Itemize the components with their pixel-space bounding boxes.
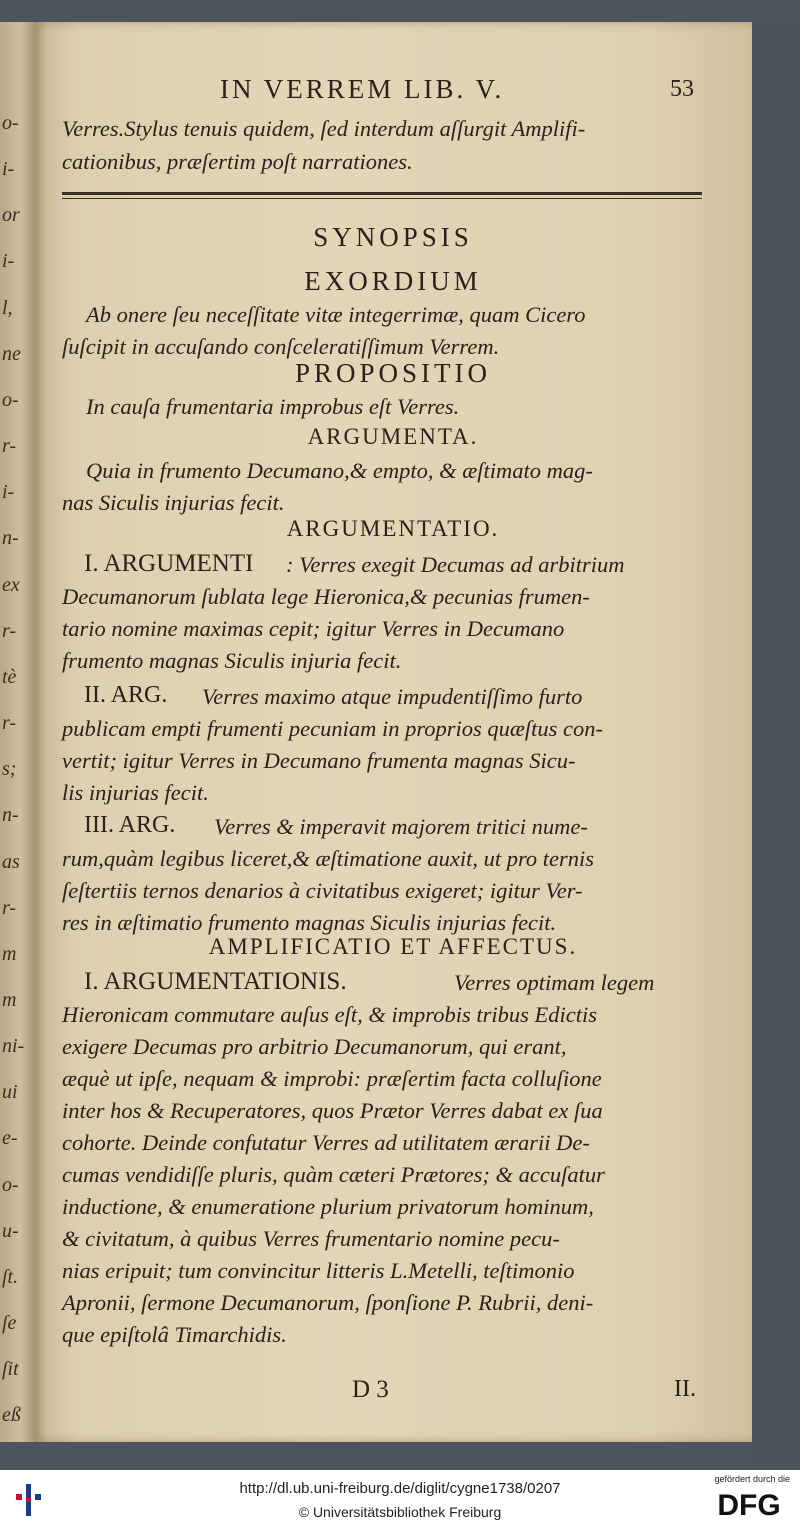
amplificatio-line: inductione, & enumeratione plurium privatorum hominum, — [62, 1194, 594, 1219]
prev-page-fragment: ex — [2, 573, 20, 596]
prev-page-fragment: m — [2, 942, 17, 965]
arg2-label: II. ARG. — [84, 682, 168, 708]
document-url-link[interactable]: http://dl.ub.uni-freiburg.de/diglit/cygne1738/0207 — [239, 1480, 561, 1497]
arg3-label: III. ARG. — [84, 812, 176, 838]
prev-page-fragment: i- — [2, 158, 15, 181]
argumentatio-heading: ARGUMENTATIO. — [286, 516, 500, 541]
amplificatio-line: Apronii, ſermone Decumanorum, ſponſione P. Rubrii, deni- — [62, 1290, 594, 1315]
exordium-heading: EXORDIUM — [304, 266, 482, 296]
propositio-line: In cauſa frumentaria improbus eſt Verres. — [86, 394, 460, 419]
prev-page-fragment: l, — [2, 296, 13, 319]
amplificatio-line: que epiſtolâ Timarchidis. — [62, 1322, 287, 1347]
amplificatio-line: nias eripuit; tum convincitur litteris L.Metelli, teſtimonio — [62, 1258, 575, 1283]
prev-page-fragment: ne — [2, 342, 21, 365]
prev-page-fragment: n- — [2, 804, 19, 827]
page-edge — [752, 22, 800, 1462]
prev-page-fragment: ui — [2, 1081, 18, 1104]
amplificatio-text: Verres optimam legem — [454, 970, 655, 995]
amplificatio-line: cumas vendidiſſe pluris, quàm cæteri Prætores; & accuſatur — [62, 1162, 605, 1187]
prev-page-fragment: o- — [2, 1173, 19, 1196]
amplificatio-line: Hieronicam commutare auſus eſt, & improbis tribus Edictis — [62, 1002, 597, 1027]
exordium-line: Ab onere ſeu neceſſitate vitæ integerrimæ, quam Cicero — [86, 302, 586, 327]
prev-page-fragment: ni- — [2, 1035, 25, 1058]
intro-line: cationibus, præſertim poſt narrationes. — [62, 149, 413, 174]
prev-page-fragment: i- — [2, 481, 15, 504]
prev-page-fragment: r- — [2, 896, 17, 919]
argumenta-line: Quia in frumento Decumano,& empto, & æſtimato mag- — [86, 458, 593, 483]
arg1-line: frumento magnas Siculis injuria fecit. — [62, 648, 402, 673]
prev-page-fragment: e- — [2, 1127, 18, 1150]
signature-mark: D 3 — [352, 1376, 389, 1403]
arg3-line: rum,quàm legibus liceret,& æſtimatione auxit, ut pro ternis — [62, 846, 595, 871]
amplificatio-line: & civitatum, à quibus Verres frumentario nomine pecu- — [62, 1226, 560, 1251]
previous-page-margin — [0, 22, 34, 1442]
arg1-label: I. ARGUMENTI — [84, 550, 254, 577]
synopsis-title: SYNOPSIS — [313, 222, 473, 252]
arg3-line: ſeſtertiis ternos denarios à civitatibus exigeret; igitur Ver- — [62, 878, 583, 903]
arg2-line: publicam empti frumenti pecuniam in proprios quæſtus con- — [62, 716, 603, 741]
arg2-text: Verres maximo atque impudentiſſimo furto — [202, 684, 583, 709]
prev-page-fragment: r- — [2, 435, 17, 458]
funded-by-text: gefördert durch die — [714, 1474, 790, 1484]
dfg-logo-icon[interactable] — [708, 1486, 790, 1520]
running-title: IN VERREM LIB. V. — [220, 74, 505, 104]
page-number: 53 — [670, 76, 694, 102]
prev-page-fragment: eß — [2, 1404, 21, 1427]
amplificatio-label: I. ARGUMENTATIONIS. — [84, 968, 347, 995]
arg1-line: tario nomine maximas cepit; igitur Verres in Decumano — [62, 616, 565, 641]
divider-rule — [62, 192, 702, 195]
amplificatio-heading: AMPLIFICATIO ET AFFECTUS. — [208, 934, 578, 959]
arg3-text: Verres & imperavit majorem tritici nume- — [214, 814, 588, 839]
divider-rule — [62, 198, 702, 199]
arg1-line: Decumanorum ſublata lege Hieronica,& pecunias frumen- — [62, 584, 590, 609]
prev-page-fragment: tè — [2, 665, 17, 688]
arg2-line: lis injurias fecit. — [62, 780, 209, 805]
prev-page-fragment: as — [2, 850, 20, 873]
arg1-text: : Verres exegit Decumas ad arbitrium — [286, 552, 625, 577]
amplificatio-line: inter hos & Recuperatores, quos Prætor Verres dabat ex ſua — [62, 1098, 603, 1123]
catchword: II. — [674, 1376, 696, 1402]
exordium-line: ſuſcipit in accuſando conſceleratiſſimum Verrem. — [62, 334, 500, 359]
amplificatio-line: cohorte. Deinde confutatur Verres ad utilitatem ærarii De- — [62, 1130, 590, 1155]
prev-page-fragment: m — [2, 989, 17, 1011]
prev-page-fragment: ſe — [2, 1312, 17, 1335]
copyright-text: © Universitätsbibliothek Freiburg — [298, 1504, 502, 1520]
prev-page-fragment: o- — [2, 112, 19, 134]
argumenta-line: nas Siculis injurias fecit. — [62, 490, 285, 515]
prev-page-fragment: n- — [2, 527, 19, 550]
dfg-logo-text: DFG — [717, 1489, 781, 1520]
prev-page-fragment: o- — [2, 388, 19, 411]
arg2-line: vertit; igitur Verres in Decumano frumenta magnas Sicu- — [62, 748, 576, 773]
prev-page-fragment: i- — [2, 250, 15, 273]
propositio-heading: PROPOSITIO — [294, 358, 492, 388]
prev-page-fragment: ſit — [2, 1358, 19, 1381]
prev-page-fragment: s; — [2, 758, 17, 781]
intro-line: Verres.Stylus tenuis quidem, ſed interdum aſſurgit Amplifi- — [62, 116, 586, 141]
amplificatio-line: æquè ut ipſe, nequam & improbi: præſertim facta colluſione — [62, 1066, 602, 1091]
argumenta-heading: ARGUMENTA. — [307, 424, 479, 449]
prev-page-fragment: r- — [2, 619, 17, 642]
amplificatio-line: exigere Decumas pro arbitrio Decumanorum, qui erant, — [62, 1034, 567, 1059]
prev-page-fragment: ſt. — [2, 1265, 19, 1288]
arg3-line: res in æſtimatio frumento magnas Siculis injurias fecit. — [62, 910, 557, 935]
book-page — [34, 22, 752, 1442]
prev-page-fragment: u- — [2, 1219, 19, 1242]
prev-page-fragment: or — [2, 204, 20, 227]
viewer-footer — [0, 1470, 800, 1528]
prev-page-fragment: r- — [2, 712, 17, 735]
